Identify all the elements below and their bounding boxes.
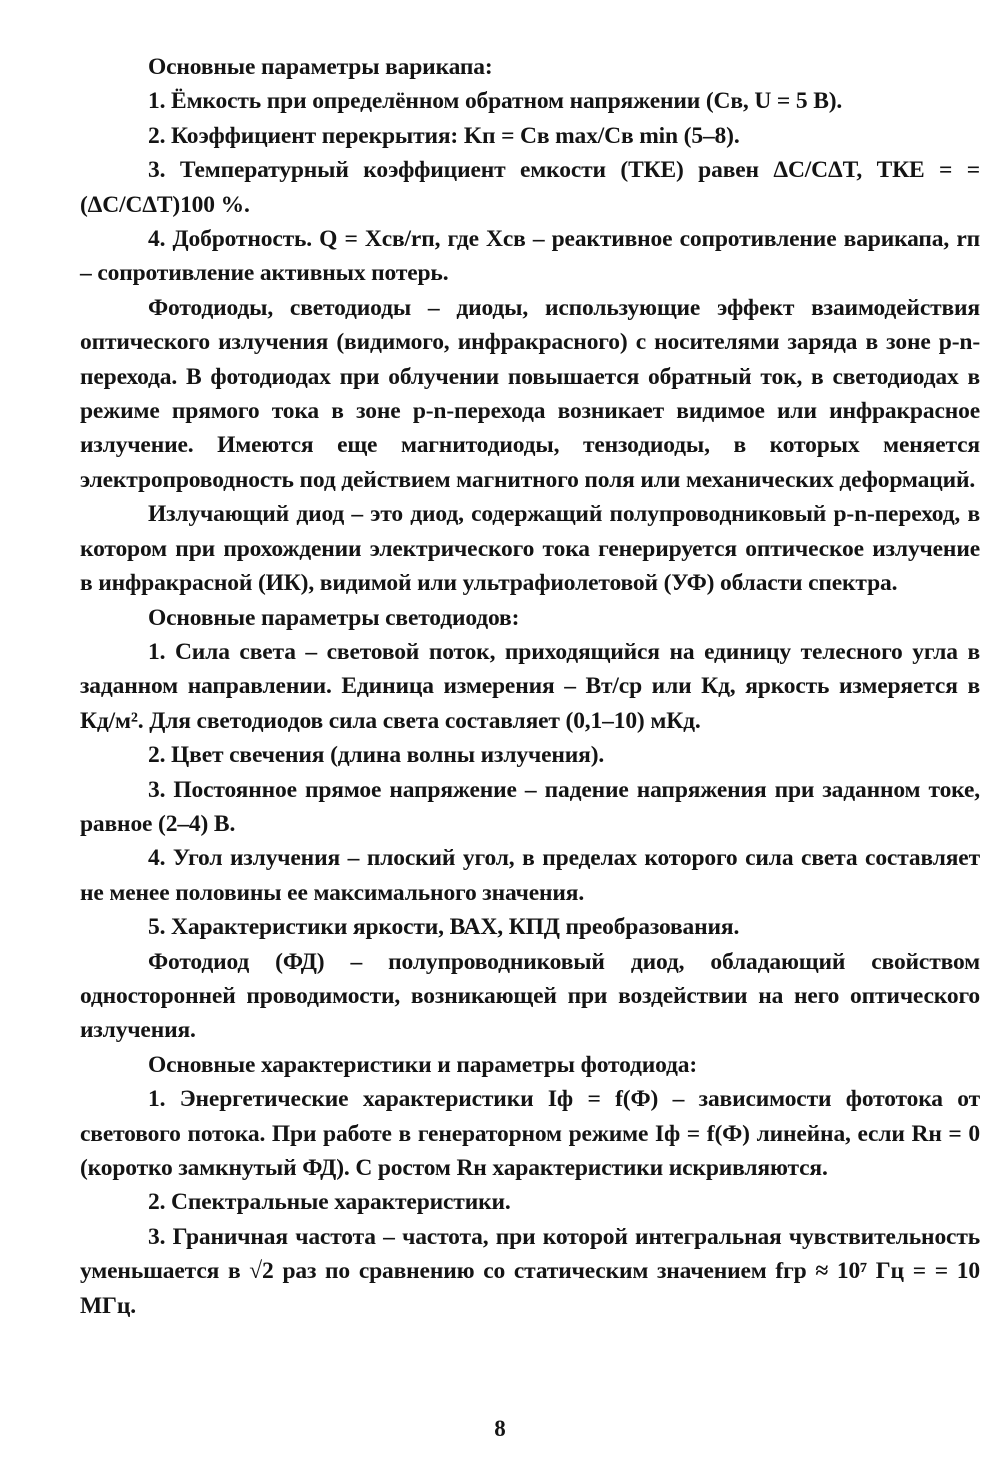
paragraph-led-params-heading: Основные параметры светодиодов: [148,604,520,631]
paragraph-varicap-tke: 3. Температурный коэффициент емкости (ТКЕ) равен ΔC/CΔT, ТКЕ = = (ΔC/CΔT)100 %. [80,157,980,218]
paragraph-photodiode-energy: 1. Энергетические характеристики Iф = f(Ф) – зависимости фототока от светового потока. При работе в генераторном режиме Iф = f(Ф) линейна, если Rн = 0 (коротко замкнутый ФД). С ростом Rн характеристики искривляются. [80,1086,980,1181]
paragraph-varicap-quality: 4. Добротность. Q = Xсв/rп, где Xсв – реактивное сопротивление варикапа, rп – сопротивление активных потерь. [80,226,980,287]
text-body [80,50,980,1323]
paragraph-led-emission-angle: 4. Угол излучения – плоский угол, в пределах которого сила света составляет не менее половины ее максимального значения. [80,845,980,906]
paragraph-photodiode-cutoff: 3. Граничная частота – частота, при которой интегральная чувствительность уменьшается в √2 раз по сравнению со статическим значением fгр ≈ 10⁷ Гц = = 10 МГц. [80,1223,980,1319]
paragraph-photodiode-params-heading: Основные характеристики и параметры фотодиода: [148,1051,698,1078]
paragraph-led-forward-voltage: 3. Постоянное прямое напряжение – падение напряжения при заданном токе, равное (2–4) В. [80,776,980,837]
page-number: 8 [494,1416,506,1441]
paragraph-photodiode-definition: Фотодиод (ФД) – полупроводниковый диод, обладающий свойством односторонней проводимости, возникающей при воздействии на него оптического излучения. [80,948,980,1044]
paragraph-led-color: 2. Цвет свечения (длина волны излучения). [148,742,605,769]
paragraph-led-characteristics: 5. Характеристики яркости, ВАХ, КПД преобразования. [148,914,740,941]
paragraph-photodiode-spectral: 2. Спектральные характеристики. [148,1189,511,1216]
paragraph-varicap-heading: Основные параметры варикапа: [148,54,493,80]
paragraph-varicap-overlap: 2. Коэффициент перекрытия: Kп = Cв max/Cв min (5–8). [148,122,740,149]
paragraph-led-luminous-intensity: 1. Сила света – световой поток, приходящийся на единицу телесного угла в заданном направлении. Единица измерения – Вт/ср или Кд, яркость измеряется в Кд/м². Для светодиодов сила света составляет (0,1–10) мКд. [80,638,980,734]
paragraph-photodiodes-leds: Фотодиоды, светодиоды – диоды, использующие эффект взаимодействия оптического излучения (видимого, инфракрасного) с носителями заряда в зоне p-n-перехода. В фотодиодах при облучении повышается обратный ток, в светодиодах в режиме прямого тока в зоне p-n-перехода возникает видимое или инфракрасное излучение. Имеются еще магнитодиоды, тензодиоды, в которых меняется электропроводность под действием магнитного поля или механических деформаций. [80,294,980,493]
paragraph-emitting-diode: Излучающий диод – это диод, содержащий полупроводниковый p-n-переход, в котором при прохождении электрического тока генерируется оптическое излучение в инфракрасной (ИК), видимой или ультрафиолетовой (УФ) области спектра. [80,501,980,597]
paragraph-varicap-capacitance: 1. Ёмкость при определённом обратном напряжении (Cв, U = 5 В). [148,88,843,115]
